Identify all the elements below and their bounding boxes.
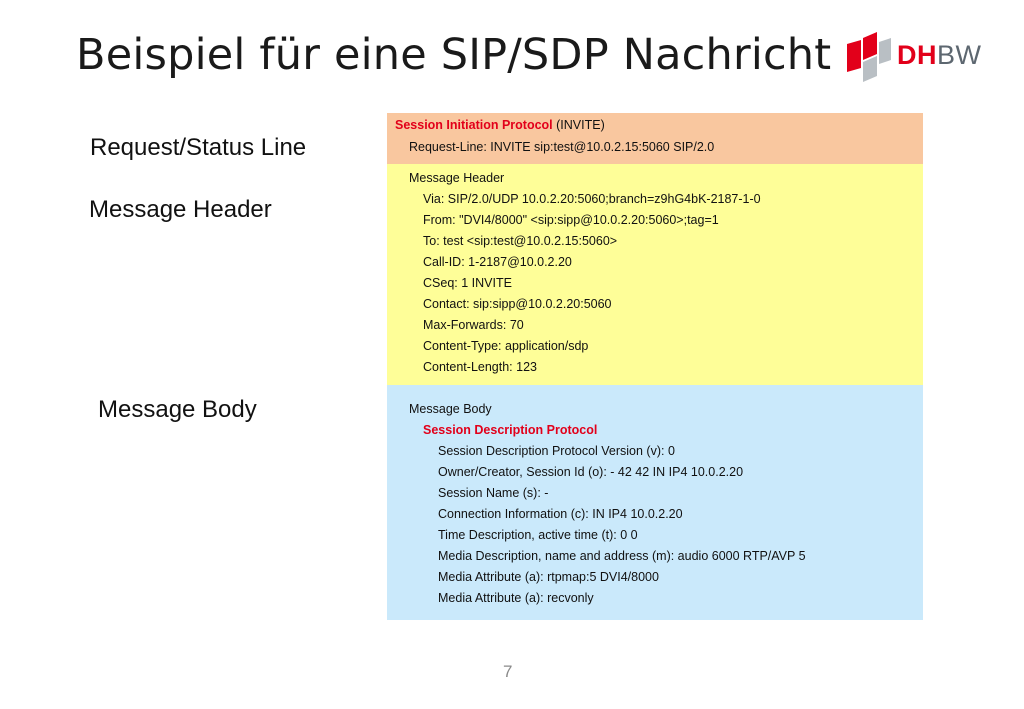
header-field-call-id: Call-ID: 1-2187@10.0.2.20 [423, 255, 572, 269]
sdp-field-media: Media Description, name and address (m): audio 6000 RTP/AVP 5 [438, 549, 806, 563]
sdp-title: Session Description Protocol [423, 423, 598, 437]
logo-text-dh: DH [897, 40, 937, 70]
message-header-title: Message Header [409, 171, 505, 185]
sip-protocol-line [395, 118, 605, 132]
sdp-field-attribute-recvonly: Media Attribute (a): recvonly [438, 591, 594, 605]
sip-protocol-name: Session Initiation Protocol [395, 118, 553, 132]
dhbw-logo-mark-icon [845, 32, 895, 82]
label-request-status-line: Request/Status Line [90, 134, 307, 161]
sdp-field-owner: Owner/Creator, Session Id (o): - 42 42 IN IP4 10.0.2.20 [438, 465, 744, 479]
logo-text-bw: BW [937, 40, 982, 70]
request-line: Request-Line: INVITE sip:test@10.0.2.15:5060 SIP/2.0 [409, 140, 715, 154]
slide-title: Beispiel für eine SIP/SDP Nachricht [76, 30, 832, 80]
sdp-field-time: Time Description, active time (t): 0 0 [438, 528, 638, 542]
sdp-field-connection: Connection Information (c): IN IP4 10.0.2.20 [438, 507, 683, 521]
message-body-section [387, 385, 923, 620]
header-field-from: From: "DVI4/8000" <sip:sipp@10.0.2.20:5060>;tag=1 [423, 213, 719, 227]
sdp-field-version: Session Description Protocol Version (v): 0 [438, 444, 675, 458]
dhbw-logo [845, 32, 995, 82]
label-message-header: Message Header [89, 196, 272, 223]
header-field-via: Via: SIP/2.0/UDP 10.0.2.20:5060;branch=z9hG4bK-2187-1-0 [423, 192, 761, 206]
header-field-contact: Contact: sip:sipp@10.0.2.20:5060 [423, 297, 612, 311]
sdp-field-session-name: Session Name (s): - [438, 486, 549, 500]
header-field-content-type: Content-Type: application/sdp [423, 339, 589, 353]
sdp-field-attribute-rtpmap: Media Attribute (a): rtpmap:5 DVI4/8000 [438, 570, 659, 584]
header-field-to: To: test <sip:test@10.0.2.15:5060> [423, 234, 618, 248]
page-number: 7 [503, 662, 513, 681]
label-message-body: Message Body [98, 396, 257, 423]
dhbw-logo-text [897, 40, 982, 71]
header-field-content-length: Content-Length: 123 [423, 360, 537, 374]
sip-protocol-method: (INVITE) [552, 118, 605, 132]
message-body-title: Message Body [409, 402, 492, 416]
header-field-cseq: CSeq: 1 INVITE [423, 276, 512, 290]
header-field-max-forwards: Max-Forwards: 70 [423, 318, 524, 332]
